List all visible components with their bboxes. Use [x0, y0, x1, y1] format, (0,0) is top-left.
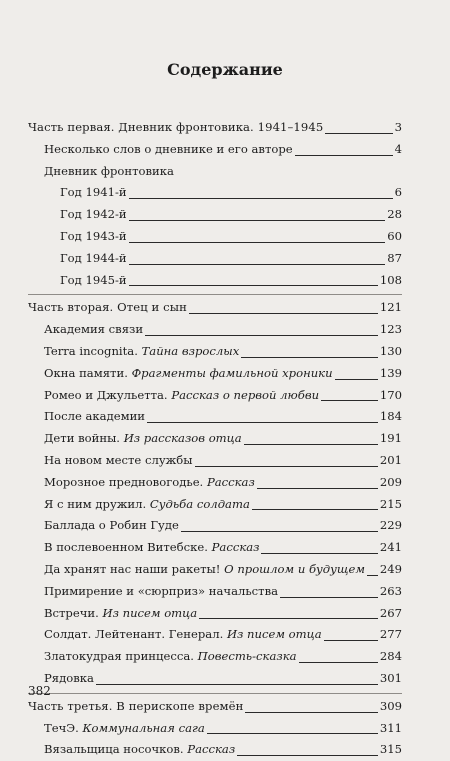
entry-page-number: 184: [379, 409, 402, 424]
entry-title-text: Встречи.: [44, 605, 103, 620]
entry-title: [44, 646, 297, 668]
toc-entry: [28, 204, 402, 226]
dot-leader: [96, 668, 378, 690]
entry-page-number: 6: [394, 185, 402, 200]
entry-title: [44, 739, 235, 761]
dot-leader: [335, 363, 378, 385]
entry-title-text: Часть первая. Дневник фронтовика. 1941–1945: [28, 120, 324, 134]
entry-title-text: Год 1945-й: [60, 272, 127, 287]
dot-leader: [299, 646, 378, 668]
entry-title: [60, 248, 127, 270]
entry-page-number: 311: [379, 720, 402, 735]
entry-title-text: В послевоенном Витебске.: [44, 540, 212, 555]
entry-page-number: 315: [379, 742, 402, 757]
toc-entry: [28, 341, 402, 363]
entry-page-number: 3: [394, 120, 402, 134]
entry-title-text: Я с ним дружил.: [44, 496, 150, 511]
toc-entry: [28, 718, 402, 740]
dot-leader: [252, 494, 378, 516]
toc-entry: [28, 624, 402, 646]
dot-leader: [245, 696, 377, 718]
part-divider: [28, 693, 402, 694]
dot-leader: [207, 718, 378, 740]
part-heading: [28, 297, 402, 319]
dot-leader: [280, 581, 378, 603]
part-heading: [28, 696, 402, 718]
entry-title-text: Дети войны.: [44, 431, 124, 446]
dot-leader: [129, 248, 386, 270]
dot-leader: [147, 406, 378, 428]
entry-page-number: 130: [379, 343, 402, 358]
entry-page-number: 108: [379, 272, 402, 287]
dot-leader: [129, 270, 378, 292]
entry-title: [44, 581, 278, 603]
toc-entry: [28, 739, 402, 761]
entry-subtitle: Рассказ о первой любви: [171, 387, 320, 402]
entry-page-number: 201: [379, 452, 402, 467]
toc-entry: [28, 182, 402, 204]
entry-title-text: Академия связи: [44, 322, 144, 337]
toc-entry: [28, 161, 402, 183]
dot-leader: [261, 537, 377, 559]
entry-subtitle: Из писем отца: [102, 605, 198, 620]
dot-leader: [129, 226, 386, 248]
entry-title-text: На новом месте службы: [44, 452, 193, 467]
toc-entry: [28, 559, 402, 581]
entry-title-text: Год 1941-й: [60, 185, 127, 200]
entry-subtitle: Коммунальная сага: [82, 720, 205, 735]
toc-entry: [28, 537, 402, 559]
entry-title: [44, 718, 205, 740]
entry-page-number: 28: [387, 207, 402, 222]
entry-title: [44, 603, 197, 625]
entry-page-number: 191: [379, 431, 402, 446]
toc-entry: [28, 428, 402, 450]
entry-title: [60, 204, 127, 226]
toc-entry: [28, 385, 402, 407]
entry-title: [60, 270, 127, 292]
dot-leader: [129, 204, 386, 226]
entry-page-number: 229: [379, 518, 402, 533]
entry-page-number: 121: [379, 300, 402, 315]
dot-leader: [257, 472, 378, 494]
entry-title: [28, 297, 187, 319]
entry-title: [44, 624, 322, 646]
entry-title: [44, 537, 259, 559]
table-of-contents: [28, 117, 402, 761]
part-divider: [28, 294, 402, 295]
toc-entry: [28, 139, 402, 161]
dot-leader: [324, 624, 378, 646]
dot-leader: [241, 341, 378, 363]
entry-subtitle: Рассказ: [211, 540, 260, 555]
entry-page-number: 170: [379, 387, 402, 402]
toc-entry: [28, 603, 402, 625]
dot-leader: [244, 428, 378, 450]
dot-leader: [195, 450, 378, 472]
entry-title: [28, 117, 323, 139]
entry-subtitle: Из рассказов отца: [123, 431, 242, 446]
entry-subtitle: Рассказ: [206, 474, 255, 489]
entry-title: [44, 139, 293, 161]
entry-title: [60, 226, 127, 248]
dot-leader: [181, 515, 378, 537]
entry-subtitle: О прошлом и будущем: [224, 561, 365, 576]
entry-title-text: Часть третья. В перископе времён: [28, 698, 244, 713]
entry-title: [44, 319, 143, 341]
entry-title-text: Часть вторая. Отец и сын: [28, 300, 187, 315]
entry-page-number: 87: [387, 250, 402, 265]
toc-entry: [28, 270, 402, 292]
entry-page-number: 267: [379, 605, 402, 620]
entry-subtitle: Фрагменты фамильной хроники: [131, 365, 333, 380]
entry-title-text: Примирение и «сюрприз» начальства: [44, 583, 279, 598]
entry-title: [44, 450, 193, 472]
entry-page-number: 284: [379, 649, 402, 664]
entry-subtitle: Рассказ: [187, 742, 236, 757]
toc-entry: [28, 226, 402, 248]
toc-entry: [28, 515, 402, 537]
entry-title-text: Да хранят нас наши ракеты!: [44, 561, 225, 576]
dot-leader: [199, 603, 378, 625]
entry-title: [60, 182, 127, 204]
entry-page-number: 139: [379, 365, 402, 380]
entry-title-text: Рядовка: [44, 670, 94, 685]
entry-title: [44, 428, 242, 450]
part-heading: [28, 117, 402, 139]
entry-subtitle: Тайна взрослых: [141, 343, 240, 358]
dot-leader: [321, 385, 378, 407]
entry-title-text: Златокудрая принцесса.: [44, 649, 198, 664]
toc-entry: [28, 472, 402, 494]
dot-leader: [295, 139, 393, 161]
toc-entry: [28, 248, 402, 270]
toc-entry: [28, 363, 402, 385]
entry-title: [28, 696, 243, 718]
entry-title: [44, 341, 239, 363]
entry-page-number: 60: [387, 228, 402, 243]
entry-page-number: 123: [379, 322, 402, 337]
entry-title-text: Окна памяти.: [44, 365, 132, 380]
toc-entry: [28, 668, 402, 690]
entry-page-number: 309: [379, 698, 402, 713]
page-title: Содержание: [167, 60, 283, 79]
entry-subtitle: Судьба солдата: [149, 496, 250, 511]
entry-title-text: Terra incognita.: [44, 343, 142, 358]
entry-title: [44, 363, 333, 385]
dot-leader: [367, 559, 378, 581]
entry-title: [44, 161, 174, 183]
entry-subtitle: Повесть-сказка: [197, 649, 297, 664]
entry-title: [44, 559, 365, 581]
dot-leader: [145, 319, 378, 341]
entry-title: [44, 515, 179, 537]
entry-page-number: 263: [379, 583, 402, 598]
entry-page-number: 215: [379, 496, 402, 511]
page-number: 382: [28, 684, 51, 698]
entry-title: [44, 406, 145, 428]
entry-title-text: Вязальщица носочков.: [44, 742, 188, 757]
toc-entry: [28, 450, 402, 472]
dot-leader: [237, 739, 378, 761]
entry-title: [44, 385, 319, 407]
entry-title-text: ТечЭ.: [44, 720, 83, 735]
dot-leader: [189, 297, 378, 319]
toc-entry: [28, 581, 402, 603]
entry-title-text: Баллада о Робин Гуде: [44, 518, 179, 533]
entry-title: [44, 494, 250, 516]
entry-title-text: Ромео и Джульетта.: [44, 387, 172, 402]
entry-page-number: 249: [379, 561, 402, 576]
entry-title-text: После академии: [44, 409, 146, 424]
toc-entry: [28, 494, 402, 516]
entry-title-text: Год 1943-й: [60, 228, 127, 243]
entry-title-text: Морозное предновогодье.: [44, 474, 207, 489]
entry-title-text: Год 1942-й: [60, 207, 127, 222]
entry-page-number: 209: [379, 474, 402, 489]
dot-leader: [325, 117, 392, 139]
entry-page-number: 4: [394, 141, 402, 156]
entry-title: [44, 668, 94, 690]
entry-page-number: 241: [379, 540, 402, 555]
entry-title-text: Несколько слов о дневнике и его авторе: [44, 141, 293, 156]
dot-leader: [129, 182, 393, 204]
entry-title-text: Дневник фронтовика: [44, 163, 174, 178]
entry-title-text: Год 1944-й: [60, 250, 127, 265]
entry-page-number: 301: [379, 670, 402, 685]
entry-subtitle: Из писем отца: [226, 627, 322, 642]
toc-entry: [28, 406, 402, 428]
toc-entry: [28, 319, 402, 341]
entry-title: [44, 472, 255, 494]
entry-title-text: Солдат. Лейтенант. Генерал.: [44, 627, 227, 642]
toc-entry: [28, 646, 402, 668]
entry-page-number: 277: [379, 627, 402, 642]
